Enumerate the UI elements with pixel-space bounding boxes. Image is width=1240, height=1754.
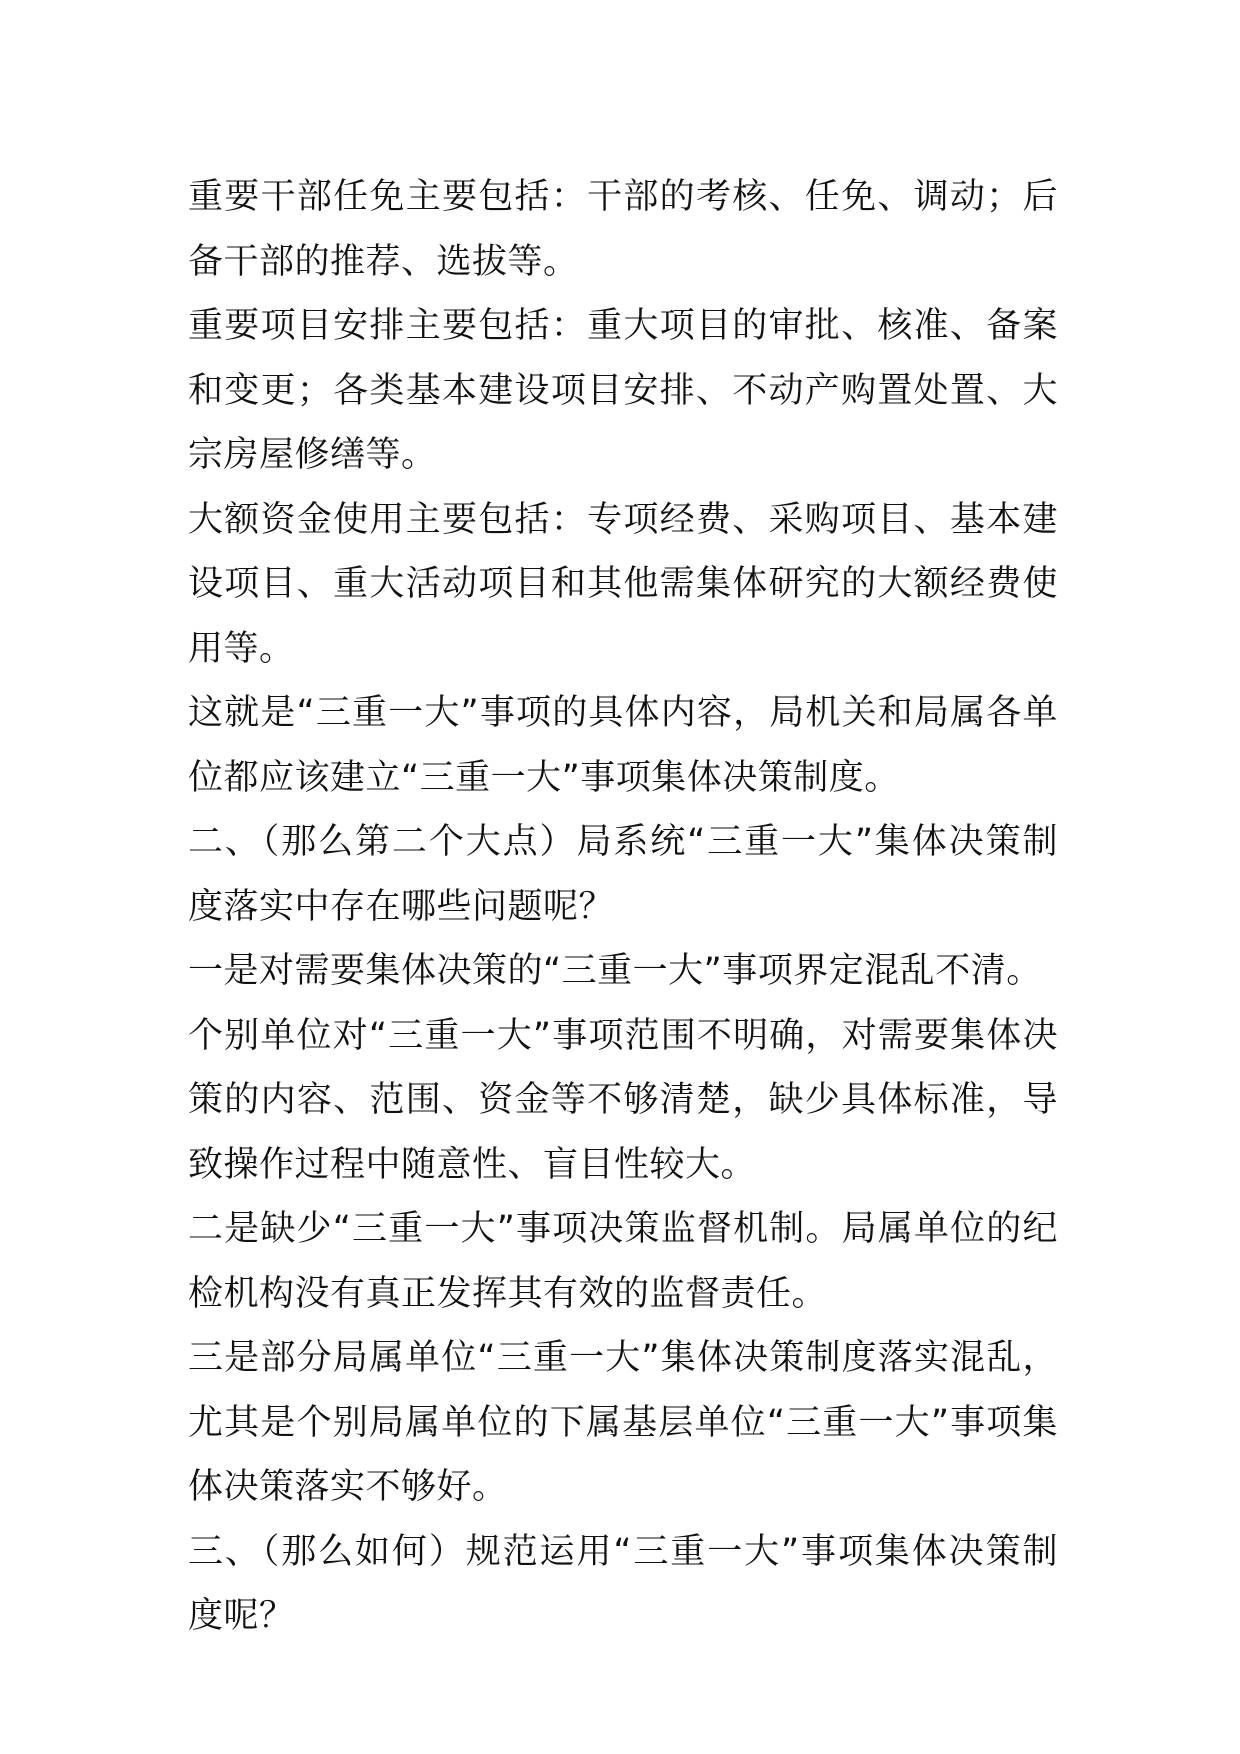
paragraph-project-arrangement: 重要项目安排主要包括：重大项目的审批、核准、备案和变更；各类基本建设项目安排、不动产购置处置、大宗房屋修缮等。 — [188, 306, 1058, 475]
paragraph-summary: 这就是“三重一大”事项的具体内容，局机关和局属各单位都应该建立“三重一大”事项集体决策制度。 — [188, 693, 1058, 798]
paragraph-large-funds: 大额资金使用主要包括：专项经费、采购项目、基本建设项目、重大活动项目和其他需集体研究的大额经费使用等。 — [188, 499, 1058, 669]
paragraph-problem-3: 三是部分局属单位“三重一大”集体决策制度落实混乱，尤其是个别局属单位的下属基层单位“三重一大”事项集体决策落实不够好。 — [188, 1338, 1058, 1507]
section-heading-2: 二、（那么第二个大点）局系统“三重一大”集体决策制度落实中存在哪些问题呢？ — [188, 822, 1058, 927]
paragraph-problem-1: 一是对需要集体决策的“三重一大”事项界定混乱不清。 — [188, 951, 1042, 991]
paragraph-cadre-appointment: 重要干部任免主要包括：干部的考核、任免、调动；后备干部的推荐、选拔等。 — [188, 177, 1058, 282]
document-body — [188, 165, 1058, 1649]
section-heading-3: 三、（那么如何）规范运用“三重一大”事项集体决策制度呢？ — [188, 1531, 1058, 1636]
paragraph-problem-1-detail: 个别单位对“三重一大”事项范围不明确，对需要集体决策的内容、范围、资金等不够清楚，缺少具体标准，导致操作过程中随意性、盲目性较大。 — [188, 1015, 1058, 1185]
paragraph-problem-2: 二是缺少“三重一大”事项决策监督机制。局属单位的纪检机构没有真正发挥其有效的监督责任。 — [188, 1209, 1058, 1314]
